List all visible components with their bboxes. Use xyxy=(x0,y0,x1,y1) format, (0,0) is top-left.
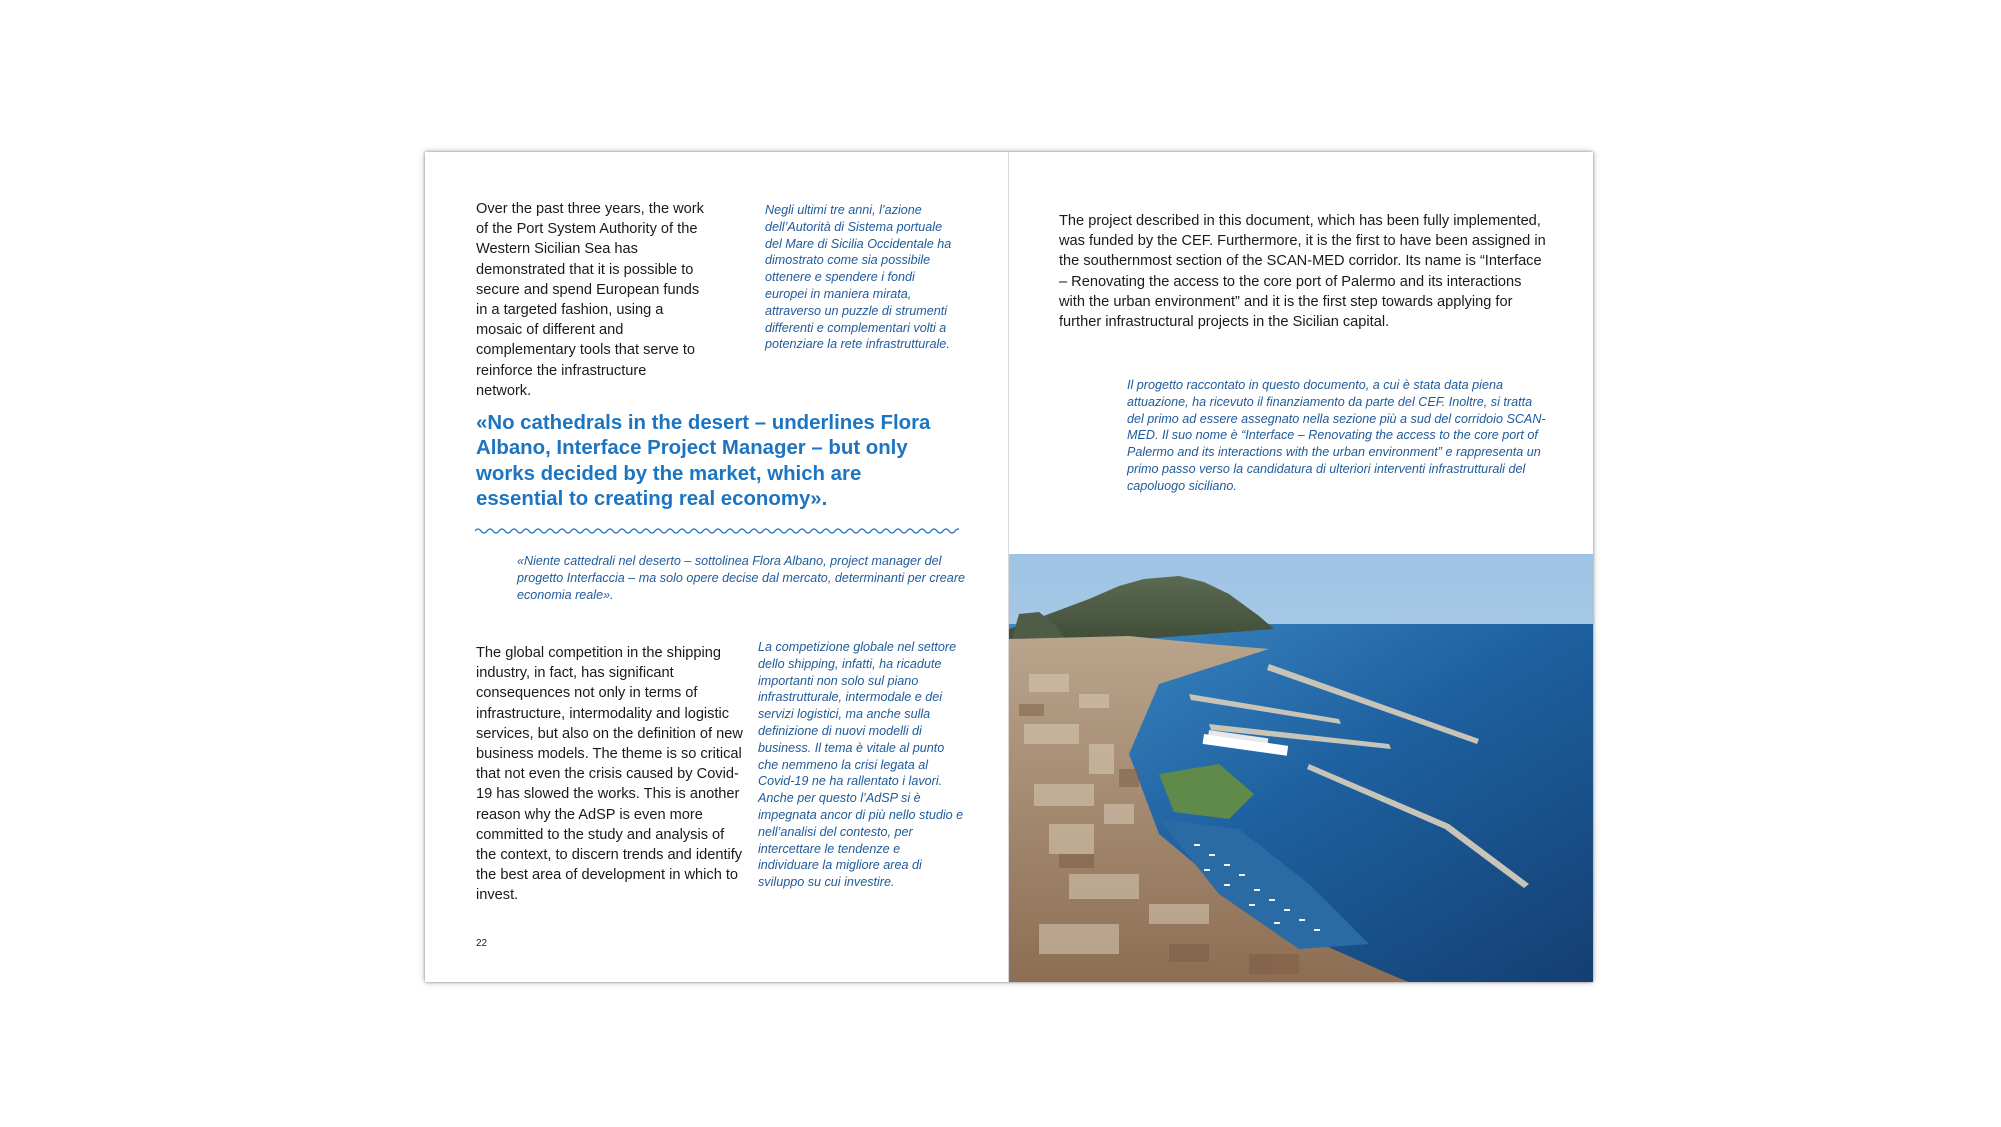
wave-divider xyxy=(475,526,959,536)
palermo-port-aerial-photo xyxy=(1009,554,1593,982)
pull-quote-it: «Niente cattedrali nel deserto – sottolinea Flora Albano, project manager del progetto Interfaccia – ma solo opere decise dal mercato, determinanti per creare economia reale». xyxy=(517,554,966,602)
brochure-spread xyxy=(425,152,1593,982)
project-paragraph-en: The project described in this document, which has been fully implemented, was funded by the CEF. Furthermore, it is the first to have been assigned in the southernmost section of the SCAN-MED corridor. Its name is “Interface – Renovating the access to the core port of Palermo and its interactions with the urban environment” and it is the first step towards applying for further infrastructural projects in the Sicilian capital. xyxy=(1059,213,1546,331)
intro-paragraph-en: Over the past three years, the work of the Port System Authority of the Western Sicilian Sea has demonstrated that it is possible to secure and spend European funds in a targeted fashion, using a mosaic of different and complementary tools that serve to reinforce the infrastructure network. xyxy=(476,201,704,399)
competition-paragraph-en: The global competition in the shipping industry, in fact, has significant consequences not only in terms of infrastructure, intermodality and logistic services, but also on the definition of new business models. The theme is so critical that not even the crisis caused by Covid-19 has slowed the works. This is another reason why the AdSP is even more committed to the study and analysis of the context, to discern trends and identify the best area of development in which to invest. xyxy=(476,645,743,904)
page-number: 22 xyxy=(476,938,488,949)
intro-paragraph-it: Negli ultimi tre anni, l’azione dell’Autorità di Sistema portuale del Mare di Sicilia Occidentale ha dimostrato come sia possibile ottenere e spendere i fondi europei in maniera mirata, attraverso un puzzle di strumenti differenti e complementari volti a potenziare la rete infrastrutturale. xyxy=(765,203,952,352)
competition-paragraph-it: La competizione globale nel settore dello shipping, infatti, ha ricadute importanti non solo sul piano infrastrutturale, intermodale e dei servizi logistici, ma anche sulla definizione di nuovi modelli di business. Il tema è vitale al punto che nemmeno la crisi legata al Covid-19 ne ha rallentato i lavori. Anche per questo l’AdSP si è impegnata ancor di più nello studio e nell’analisi del contesto, per intercettare le tendenze e individuare la migliore area di sviluppo su cui investire. xyxy=(758,640,964,890)
pull-quote-en: «No cathedrals in the desert – underlines Flora Albano, Interface Project Manager – but only works decided by the market, which are essential to creating real economy». xyxy=(476,412,931,511)
left-page xyxy=(425,152,1008,982)
right-page xyxy=(1009,152,1593,982)
project-paragraph-it: Il progetto raccontato in questo documento, a cui è stata data piena attuazione, ha ricevuto il finanziamento da parte del CEF. Inoltre, si tratta del primo ad essere assegnato nella sezione più a sud del corridoio SCAN-MED. Il suo nome è “Interface – Renovating the access to the core port of Palermo and its interactions with the urban environment” e rappresenta un primo passo verso la candidatura di ulteriori interventi infrastrutturali del capoluogo siciliano. xyxy=(1127,378,1546,493)
